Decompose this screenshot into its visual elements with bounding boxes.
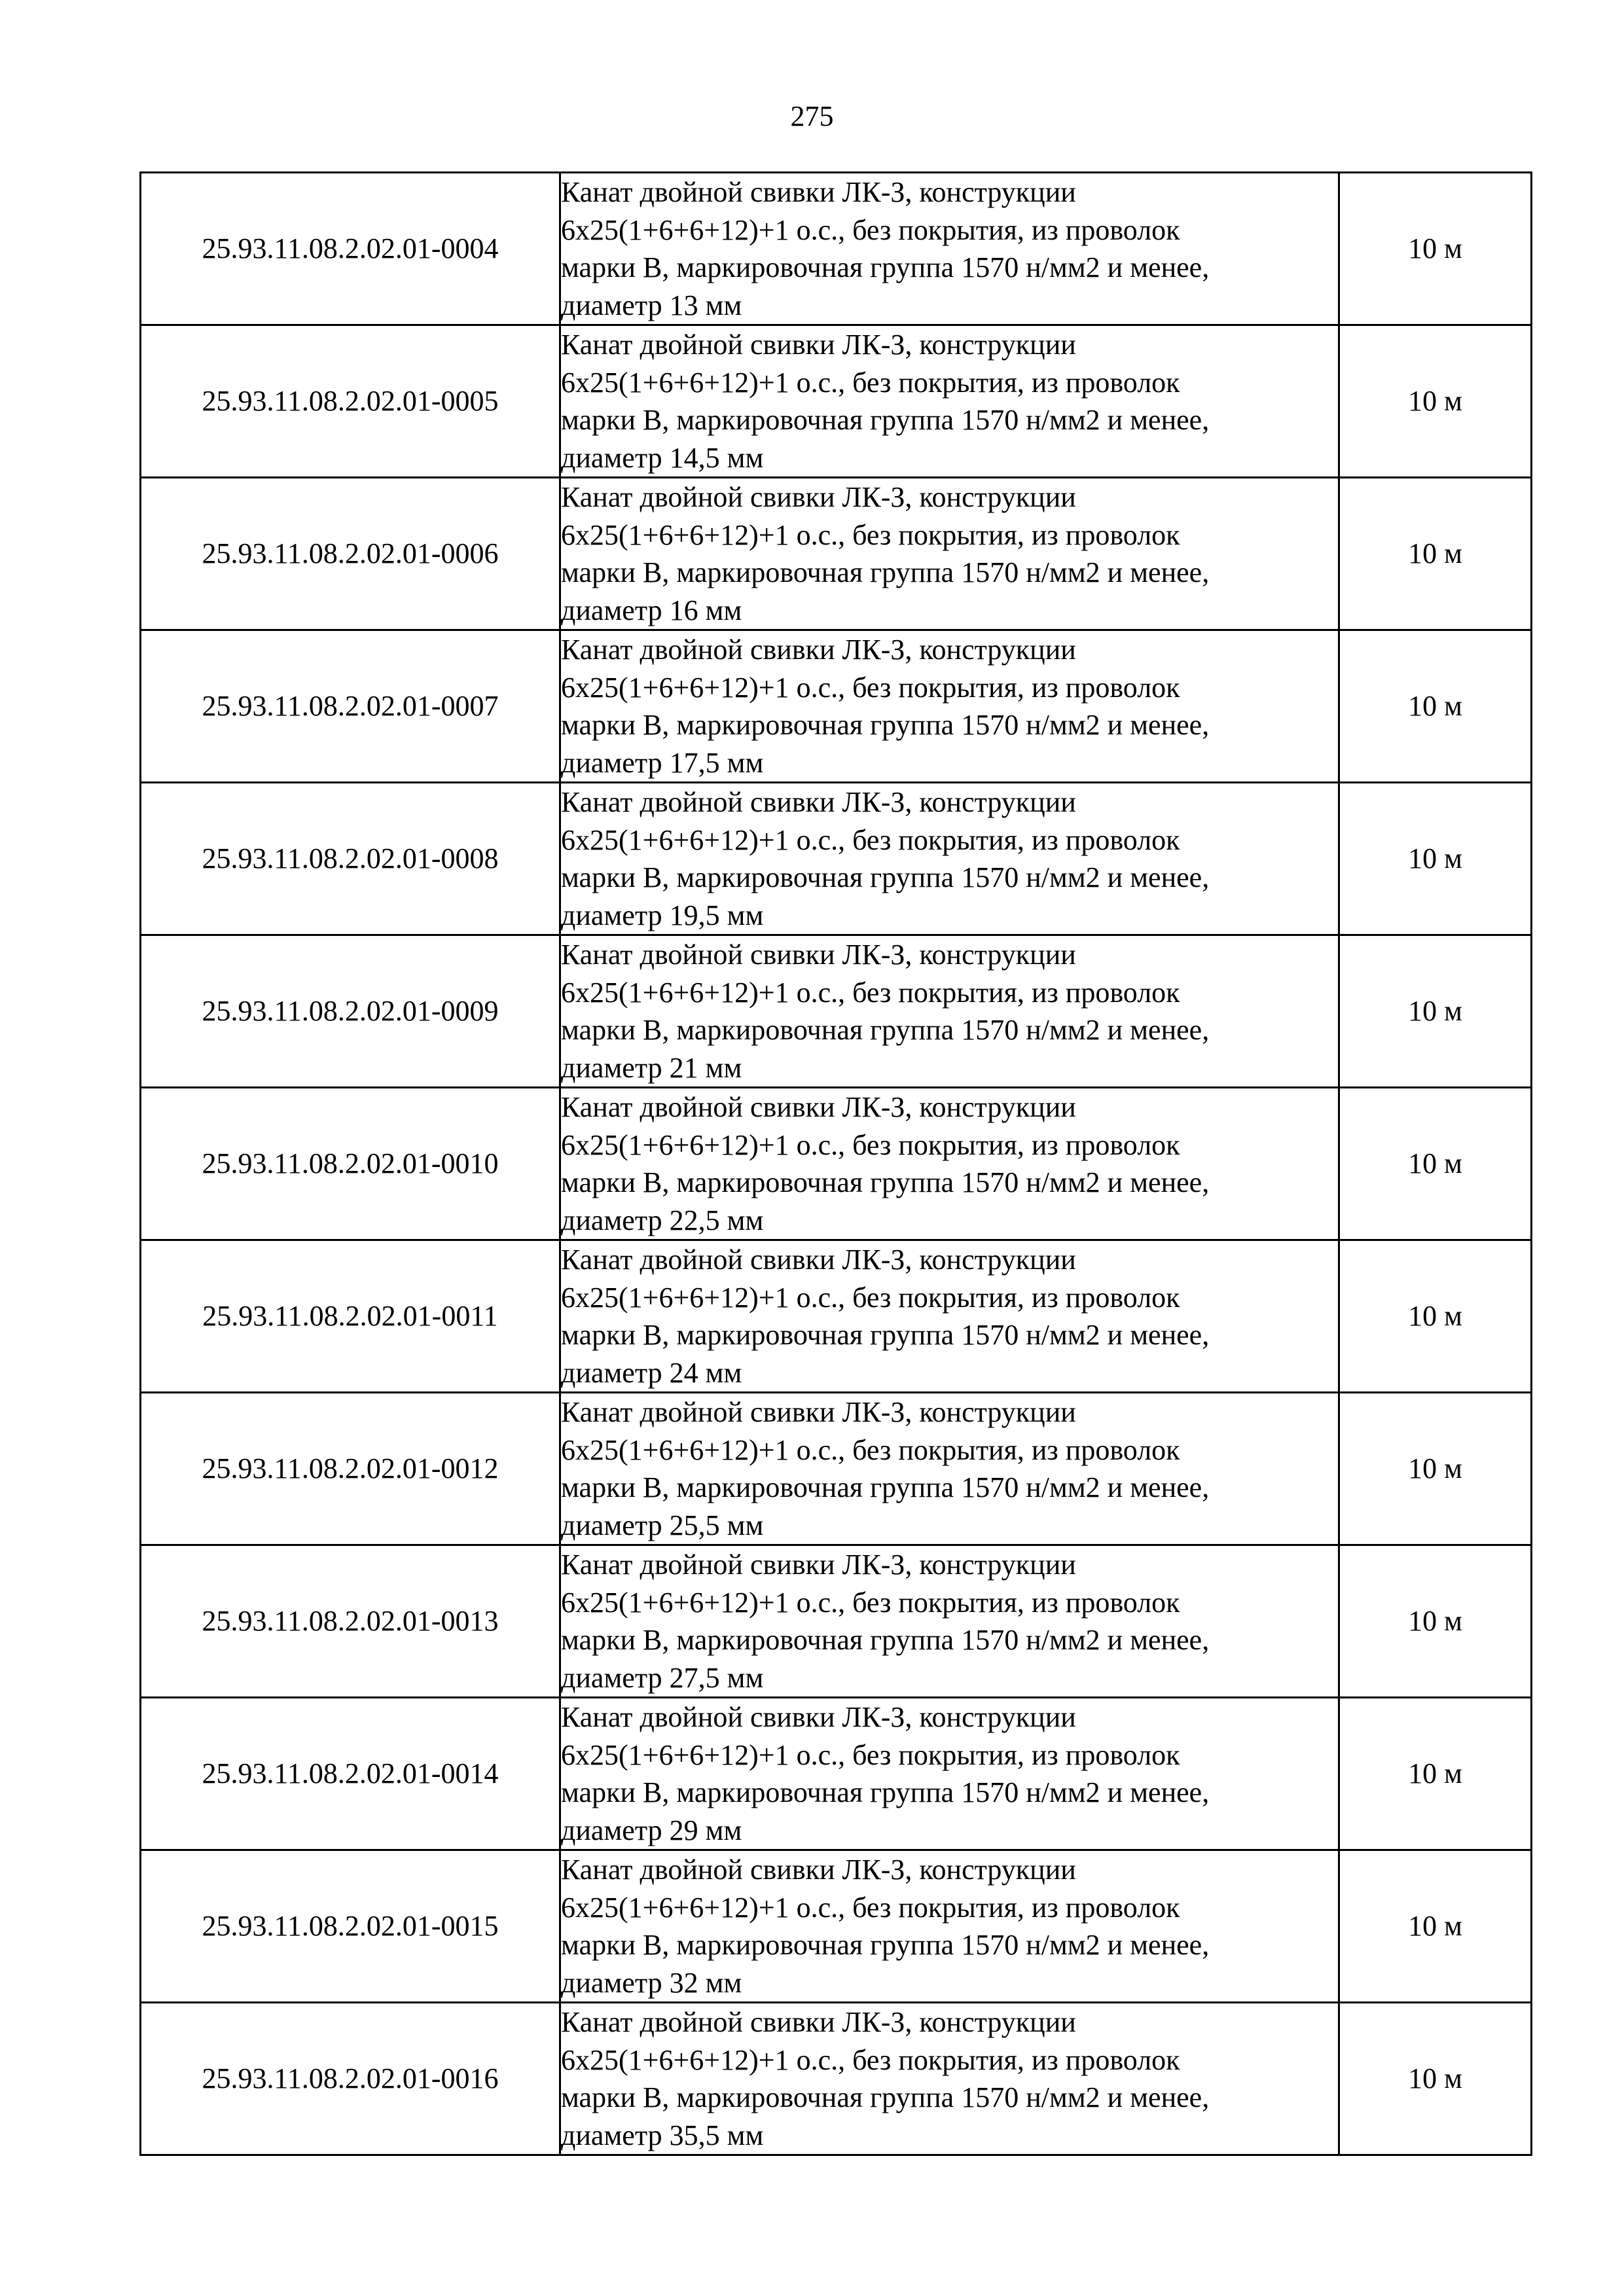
table-row: [141, 478, 1532, 630]
table-row: [141, 1240, 1532, 1393]
description-line: марки В, маркировочная группа 1570 н/мм2 и менее,: [561, 1166, 1210, 1198]
description-line: Канат двойной свивки ЛК-З, конструкции: [561, 634, 1076, 666]
description-line: Канат двойной свивки ЛК-З, конструкции: [561, 1091, 1076, 1123]
description-line: Канат двойной свивки ЛК-З, конструкции: [561, 176, 1076, 208]
description-line: 6х25(1+6+6+12)+1 о.с., без покрытия, из проволок: [561, 976, 1180, 1009]
description-line: диаметр 25,5 мм: [561, 1509, 764, 1541]
resource-code: 25.93.11.08.2.02.01-0012: [141, 1393, 560, 1545]
table-row: [141, 1088, 1532, 1240]
resource-description: [560, 325, 1339, 478]
resource-description: [560, 1545, 1339, 1698]
table-row: [141, 1850, 1532, 2003]
resource-description: [560, 1698, 1339, 1850]
resource-code: 25.93.11.08.2.02.01-0016: [141, 2003, 560, 2155]
description-line: диаметр 14,5 мм: [561, 441, 764, 474]
resource-description: [560, 1393, 1339, 1545]
table-row: [141, 1393, 1532, 1545]
description-line: марки В, маркировочная группа 1570 н/мм2 и менее,: [561, 1014, 1210, 1046]
description-line: марки В, маркировочная группа 1570 н/мм2 и менее,: [561, 1624, 1210, 1656]
description-line: марки В, маркировочная группа 1570 н/мм2 и менее,: [561, 404, 1210, 436]
measurement-unit: 10 м: [1339, 1393, 1532, 1545]
description-line: 6х25(1+6+6+12)+1 о.с., без покрытия, из проволок: [561, 1433, 1180, 1466]
description-line: марки В, маркировочная группа 1570 н/мм2 и менее,: [561, 1929, 1210, 1961]
description-line: Канат двойной свивки ЛК-З, конструкции: [561, 786, 1076, 818]
description-line: 6х25(1+6+6+12)+1 о.с., без покрытия, из проволок: [561, 671, 1180, 704]
description-line: марки В, маркировочная группа 1570 н/мм2 и менее,: [561, 556, 1210, 588]
resource-description: [560, 173, 1339, 325]
resource-code: 25.93.11.08.2.02.01-0007: [141, 630, 560, 783]
table-row: [141, 1698, 1532, 1850]
description-line: марки В, маркировочная группа 1570 н/мм2 и менее,: [561, 709, 1210, 741]
description-line: диаметр 32 мм: [561, 1966, 742, 1999]
resource-description: [560, 935, 1339, 1088]
description-line: диаметр 29 мм: [561, 1814, 742, 1846]
measurement-unit: 10 м: [1339, 1545, 1532, 1698]
measurement-unit: 10 м: [1339, 173, 1532, 325]
resource-code: 25.93.11.08.2.02.01-0005: [141, 325, 560, 478]
resource-description: [560, 478, 1339, 630]
resource-description: [560, 1850, 1339, 2003]
measurement-unit: 10 м: [1339, 783, 1532, 935]
description-line: диаметр 35,5 мм: [561, 2119, 764, 2151]
description-line: диаметр 22,5 мм: [561, 1204, 764, 1236]
measurement-unit: 10 м: [1339, 478, 1532, 630]
resource-code: 25.93.11.08.2.02.01-0014: [141, 1698, 560, 1850]
resource-description: [560, 630, 1339, 783]
table-row: [141, 2003, 1532, 2155]
measurement-unit: 10 м: [1339, 1240, 1532, 1393]
description-line: диаметр 19,5 мм: [561, 899, 764, 931]
measurement-unit: 10 м: [1339, 1088, 1532, 1240]
resource-description: [560, 1088, 1339, 1240]
description-line: диаметр 16 мм: [561, 594, 742, 626]
description-line: диаметр 27,5 мм: [561, 1661, 764, 1694]
resource-code: 25.93.11.08.2.02.01-0010: [141, 1088, 560, 1240]
description-line: марки В, маркировочная группа 1570 н/мм2 и менее,: [561, 251, 1210, 283]
resource-code: 25.93.11.08.2.02.01-0013: [141, 1545, 560, 1698]
measurement-unit: 10 м: [1339, 935, 1532, 1088]
description-line: Канат двойной свивки ЛК-З, конструкции: [561, 481, 1076, 513]
table-row: [141, 1545, 1532, 1698]
description-line: диаметр 24 мм: [561, 1356, 742, 1389]
measurement-unit: 10 м: [1339, 2003, 1532, 2155]
description-line: 6х25(1+6+6+12)+1 о.с., без покрытия, из проволок: [561, 213, 1180, 246]
resource-code: 25.93.11.08.2.02.01-0015: [141, 1850, 560, 2003]
description-line: 6х25(1+6+6+12)+1 о.с., без покрытия, из проволок: [561, 366, 1180, 399]
description-line: 6х25(1+6+6+12)+1 о.с., без покрытия, из проволок: [561, 1281, 1180, 1314]
description-line: 6х25(1+6+6+12)+1 о.с., без покрытия, из проволок: [561, 823, 1180, 856]
description-line: марки В, маркировочная группа 1570 н/мм2 и менее,: [561, 2081, 1210, 2113]
description-line: 6х25(1+6+6+12)+1 о.с., без покрытия, из проволок: [561, 1128, 1180, 1161]
description-line: Канат двойной свивки ЛК-З, конструкции: [561, 1396, 1076, 1428]
description-line: Канат двойной свивки ЛК-З, конструкции: [561, 329, 1076, 361]
description-line: Канат двойной свивки ЛК-З, конструкции: [561, 1244, 1076, 1276]
resource-code: 25.93.11.08.2.02.01-0004: [141, 173, 560, 325]
description-line: 6х25(1+6+6+12)+1 о.с., без покрытия, из проволок: [561, 518, 1180, 551]
table-row: [141, 173, 1532, 325]
measurement-unit: 10 м: [1339, 1850, 1532, 2003]
description-line: марки В, маркировочная группа 1570 н/мм2 и менее,: [561, 1319, 1210, 1351]
catalog-table: [139, 171, 1532, 2156]
measurement-unit: 10 м: [1339, 630, 1532, 783]
measurement-unit: 10 м: [1339, 1698, 1532, 1850]
resource-description: [560, 2003, 1339, 2155]
description-line: марки В, маркировочная группа 1570 н/мм2 и менее,: [561, 1471, 1210, 1503]
resource-description: [560, 783, 1339, 935]
table-row: [141, 325, 1532, 478]
page-number: 275: [790, 100, 834, 132]
catalog-table-body: [141, 173, 1532, 2155]
description-line: Канат двойной свивки ЛК-З, конструкции: [561, 1701, 1076, 1733]
description-line: Канат двойной свивки ЛК-З, конструкции: [561, 2006, 1076, 2038]
resource-code: 25.93.11.08.2.02.01-0008: [141, 783, 560, 935]
description-line: 6х25(1+6+6+12)+1 о.с., без покрытия, из проволок: [561, 1738, 1180, 1771]
resource-code: 25.93.11.08.2.02.01-0006: [141, 478, 560, 630]
description-line: 6х25(1+6+6+12)+1 о.с., без покрытия, из проволок: [561, 1586, 1180, 1619]
resource-code: 25.93.11.08.2.02.01-0009: [141, 935, 560, 1088]
description-line: диаметр 17,5 мм: [561, 746, 764, 779]
table-row: [141, 935, 1532, 1088]
description-line: диаметр 13 мм: [561, 289, 742, 321]
description-line: марки В, маркировочная группа 1570 н/мм2 и менее,: [561, 861, 1210, 893]
description-line: Канат двойной свивки ЛК-З, конструкции: [561, 939, 1076, 971]
description-line: Канат двойной свивки ЛК-З, конструкции: [561, 1549, 1076, 1581]
table-row: [141, 630, 1532, 783]
description-line: марки В, маркировочная группа 1570 н/мм2 и менее,: [561, 1776, 1210, 1808]
resource-code: 25.93.11.08.2.02.01-0011: [141, 1240, 560, 1393]
measurement-unit: 10 м: [1339, 325, 1532, 478]
description-line: 6х25(1+6+6+12)+1 о.с., без покрытия, из проволок: [561, 2043, 1180, 2076]
description-line: диаметр 21 мм: [561, 1051, 742, 1084]
table-row: [141, 783, 1532, 935]
resource-description: [560, 1240, 1339, 1393]
description-line: 6х25(1+6+6+12)+1 о.с., без покрытия, из проволок: [561, 1891, 1180, 1924]
description-line: Канат двойной свивки ЛК-З, конструкции: [561, 1854, 1076, 1886]
